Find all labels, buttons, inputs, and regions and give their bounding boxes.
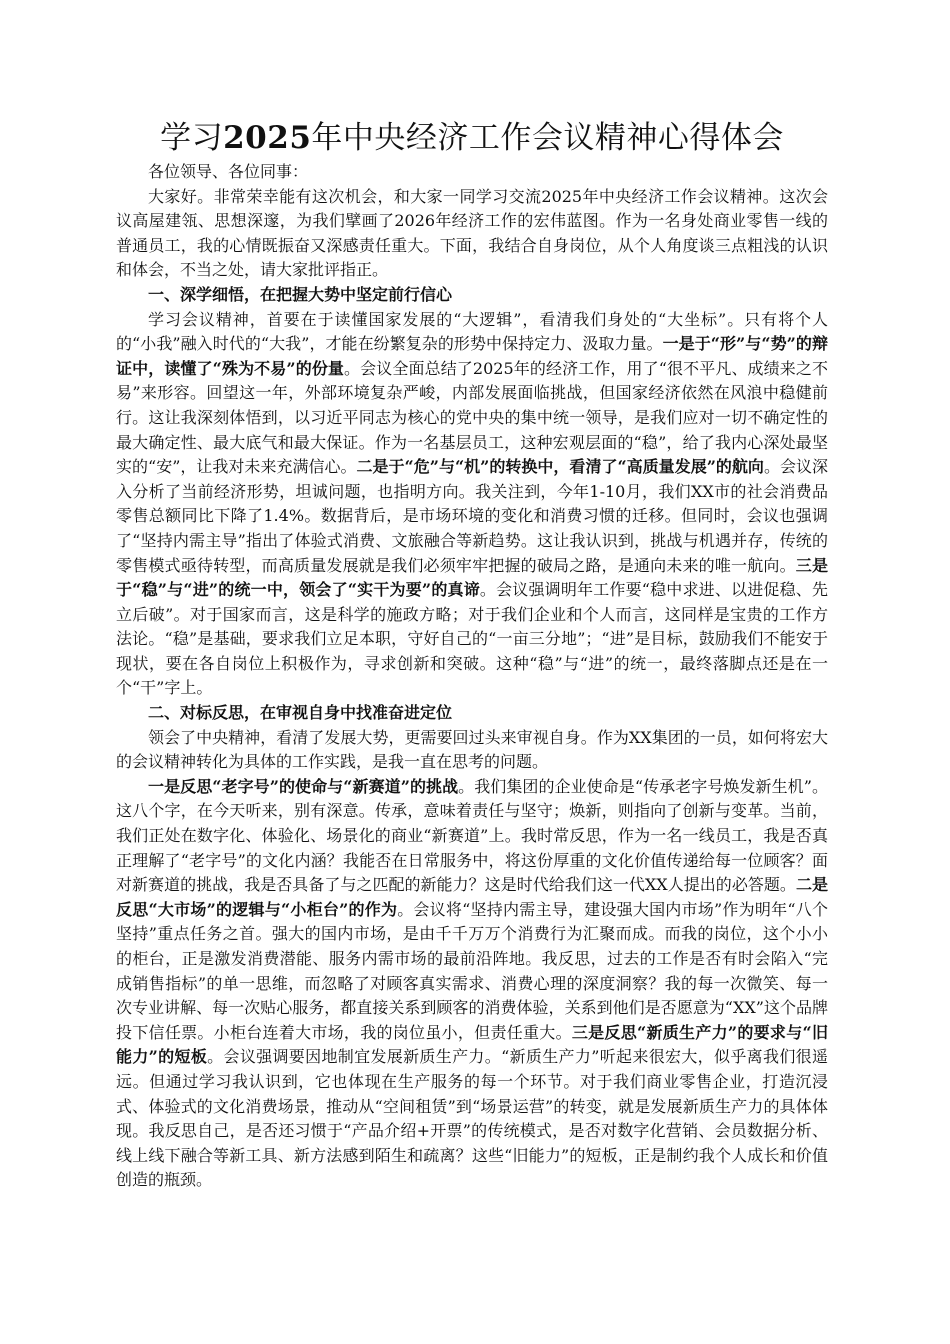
section2-point3-title: 三是反思“新质生产力”的要求与“旧能力”的短板 xyxy=(116,1022,828,1067)
section1-point1-title: 一是于“形”与“势”的辩证中，读懂了“殊为不易”的份量 xyxy=(116,334,828,378)
section1-opening: 学习会议精神，首要在于读懂国家发展的“大逻辑”，看清我们身处的“大坐标”。只有将个人的“小我”融入时代的“大我”，才能在纷繁复杂的形势中保持定力、汲取力量。 xyxy=(116,309,828,354)
document-page xyxy=(116,118,828,1193)
section2-point3-text: 。会议强调要因地制宜发展新质生产力。“新质生产力”听起来很宏大，似乎离我们很遥远。但通过学习我认识到，它也体现在生产服务的每一个环节。对于我们商业零售企业，打造沉浸式、体验式的文化消费场景，推动从“空间租赁”到“场景运营”的转变，就是发展新质生产力的具体体现。我反思自己，是否还习惯于“产品介绍+开票”的传统模式，是否对数字化营销、会员数据分析、线上线下融合等新工具、新方法感到陌生和疏离？这些“旧能力”的短板，正是制约我个人成长和价值创造的瓶颈。 xyxy=(116,1047,828,1190)
section1-point1-text: 。会议全面总结了2025年的经济工作，用了“很不平凡、成绩来之不易”来形容。回望这一年，外部环境复杂严峻，内部发展面临挑战，但国家经济依然在风浪中稳健前行。这让我深刻体悟到，以习近平同志为核心的党中央的集中统一领导，是我们应对一切不确定性的最大确定性、最大底气和最大保证。作为一名基层员工，这种宏观层面的“稳”，给了我内心深处最坚实的“安”，让我对未来充满信心。 xyxy=(116,358,828,477)
section2-paragraph xyxy=(116,775,828,1193)
section1-point2-text: 。会议深入分析了当前经济形势，坦诚问题，也指明方向。我关注到，今年1-10月，我们XX市的社会消费品零售总额同比下降了1.4%。数据背后，是市场环境的变化和消费习惯的迁移。但同时，会议也强调了“坚持内需主导”指出了体验式消费、文旅融合等新趋势。这让我认识到，挑战与机遇并存，传统的零售模式亟待转型，而高质量发展就是我们必须牢牢把握的破局之路，是通向未来的唯一航向。 xyxy=(116,457,828,575)
section2-point2-text: 。会议将“坚持内需主导，建设强大国内市场”作为明年“八个坚持”重点任务之首。强大的国内市场，是由千千万万个消费行为汇聚而成。而我的岗位，这个小小的柜台，正是激发消费潜能、服务内需市场的最前沿阵地。我反思，过去的工作是否有时会陷入“完成销售指标”的单一思维，而忽略了对顾客真实需求、消费心理的深度洞察？我的每一次微笑、每一次专业讲解、每一次贴心服务，都直接关系到顾客的消费体验，关系到他们是否愿意为“XX”这个品牌投下信任票。小柜台连着大市场，我的岗位虽小，但责任重大。 xyxy=(116,899,828,1042)
title-year: 2025 xyxy=(223,120,312,156)
salutation: 各位领导、各位同事： xyxy=(148,162,309,181)
title-suffix: 年中央经济工作会议精神心得体会 xyxy=(311,120,784,156)
section1-point3-title: 三是于“稳”与“进”的统一中，领会了“实干为要”的真谛 xyxy=(116,555,828,600)
document-title xyxy=(116,118,828,158)
section2-heading: 二、对标反思，在审视自身中找准奋进定位 xyxy=(148,703,453,723)
section2-point2-title: 二是反思“大市场”的逻辑与“小柜台”的作为 xyxy=(116,875,828,919)
title-prefix: 学习 xyxy=(160,120,224,156)
section2-intro: 领会了中央精神，看清了发展大势，更需要回过头来审视自身。作为XX集团的一员，如何将宏大的会议精神转化为具体的工作实践，是我一直在思考的问题。 xyxy=(116,727,828,772)
section1-point3-text: 。会议强调明年工作要“稳中求进、以进促稳、先立后破”。对于国家而言，这是科学的施政方略；对于我们企业和个人而言，这同样是宝贵的工作方法论。“稳”是基础，要求我们立足本职，守好自己的“一亩三分地”；“进”是目标，鼓励我们不能安于现状，要在各自岗位上积极作为，寻求创新和突破。这种“稳”与“进”的统一，最终落脚点还是在一个“干”字上。 xyxy=(116,580,828,698)
section1-point2-title: 二是于“危”与“机”的转换中，看清了“高质量发展”的航向 xyxy=(356,457,764,477)
intro-paragraph: 大家好。非常荣幸能有这次机会，和大家一同学习交流2025年中央经济工作会议精神。这次会议高屋建瓴、思想深邃，为我们擘画了2026年经济工作的宏伟蓝图。作为一名身处商业零售一线的普通员工，我的心情既振奋又深感责任重大。下面，我结合自身岗位，从个人角度谈三点粗浅的认识和体会，不当之处，请大家批评指正。 xyxy=(116,186,828,280)
section1-heading: 一、深学细悟，在把握大势中坚定前行信心 xyxy=(148,284,453,304)
section2-point1-title: 一是反思“老字号”的使命与“新赛道”的挑战 xyxy=(148,776,459,796)
section1-paragraph xyxy=(116,308,828,702)
section2-point1-text: 。我们集团的企业使命是“传承老字号焕发新生机”。这八个字，在今天听来，别有深意。传承，意味着责任与坚守；焕新，则指向了创新与变革。当前，我们正处在数字化、体验化、场景化的商业“新赛道”上。我时常反思，作为一名一线员工，我是否真正理解了“老字号”的文化内涵？我能否在日常服务中，将这份厚重的文化价值传递给每一位顾客？面对新赛道的挑战，我是否具备了与之匹配的新能力？这是时代给我们这一代XX人提出的必答题。 xyxy=(116,776,828,895)
